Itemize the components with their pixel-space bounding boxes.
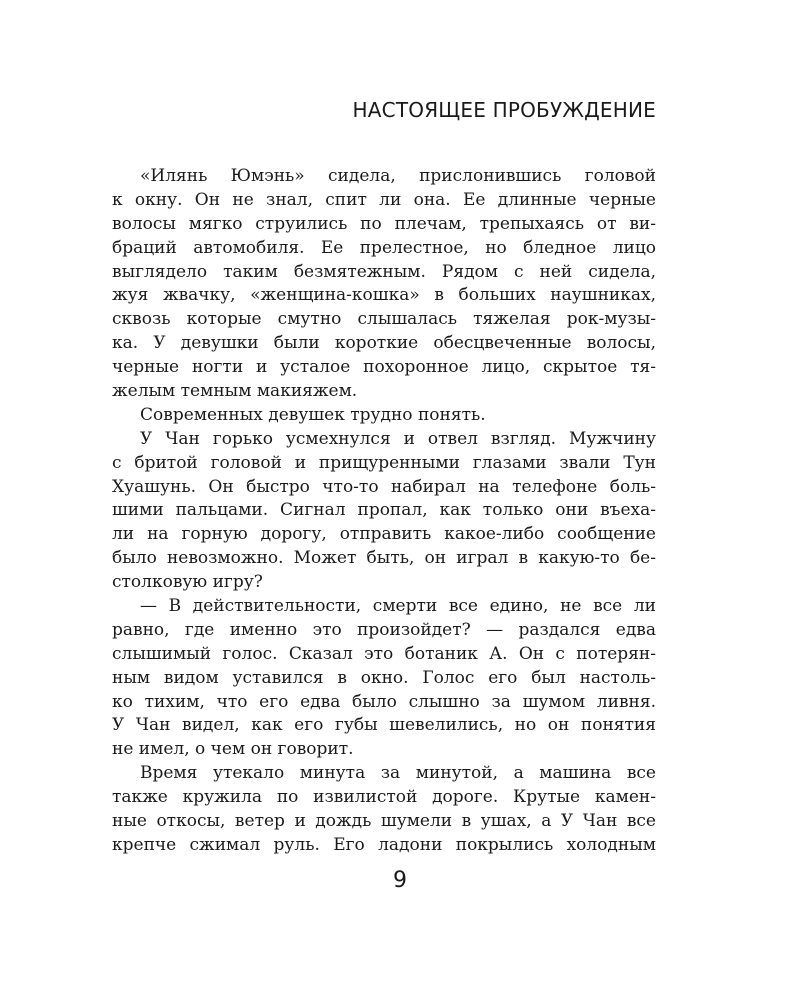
- text-line: ка. У девушки были короткие обесцвеченные волосы,: [112, 333, 656, 354]
- text-line: ным видом уставился в окно. Голос его был настоль-: [112, 667, 656, 688]
- text-line: Хуашунь. Он быстро что-то набирал на телефоне боль-: [112, 476, 656, 497]
- running-head: НАСТОЯЩЕЕ ПРОБУЖДЕНИЕ: [352, 98, 656, 122]
- text-line: не имел, о чем он говорит.: [112, 739, 354, 760]
- text-line: было невозможно. Может быть, он играл в какую-то бе-: [112, 548, 656, 569]
- text-line: «Илянь Юмэнь» сидела, прислонившись головой: [140, 166, 656, 186]
- text-line: также кружила по извилистой дороге. Крутые камен-: [112, 787, 656, 808]
- text-line: браций автомобиля. Ее прелестное, но бледное лицо: [112, 237, 656, 258]
- text-line: крепче сжимал руль. Его ладони покрылись холодным: [112, 834, 656, 855]
- text-line: черные ногти и усталое похоронное лицо, скрытое тя-: [112, 357, 656, 378]
- text-line: жуя жвачку, «женщина-кошка» в больших наушниках,: [112, 285, 656, 306]
- text-line: слышимый голос. Сказал это ботаник А. Он с потерян-: [112, 643, 656, 664]
- text-line: с бритой головой и прищуренными глазами звали Тун: [112, 452, 656, 473]
- body-text: [112, 165, 656, 858]
- text-line: ные откосы, ветер и дождь шумели в ушах, а У Чан все: [112, 811, 656, 832]
- text-line: равно, где именно это произойдет? — раздался едва: [112, 619, 656, 640]
- text-line: волосы мягко струились по плечам, трепыхаясь от ви-: [112, 213, 656, 234]
- text-line: желым темным макияжем.: [112, 381, 358, 402]
- text-line: ко тихим, что его едва было слышно за шумом ливня.: [112, 691, 656, 712]
- text-line: столковую игру?: [112, 572, 263, 593]
- page-number: 9: [393, 868, 407, 893]
- text-line: сквозь которые смутно слышалась тяжелая рок-музы-: [112, 309, 656, 330]
- text-line: У Чан горько усмехнулся и отвел взгляд. Мужчину: [140, 428, 656, 449]
- text-line: ли на горную дорогу, отправить какое-либо сообщение: [112, 524, 656, 545]
- text-line: — В действительности, смерти все едино, не все ли: [140, 596, 656, 617]
- text-line: У Чан видел, как его губы шевелились, но он понятия: [112, 715, 656, 736]
- text-line: шими пальцами. Сигнал пропал, как только они въеха-: [112, 500, 656, 521]
- text-line: к окну. Он не знал, спит ли она. Ее длинные черные: [112, 189, 656, 210]
- text-line: выглядело таким безмятежным. Рядом с ней сидела,: [112, 261, 656, 282]
- text-line: Современных девушек трудно понять.: [140, 404, 486, 425]
- text-line: Время утекало минута за минутой, а машина все: [140, 763, 656, 784]
